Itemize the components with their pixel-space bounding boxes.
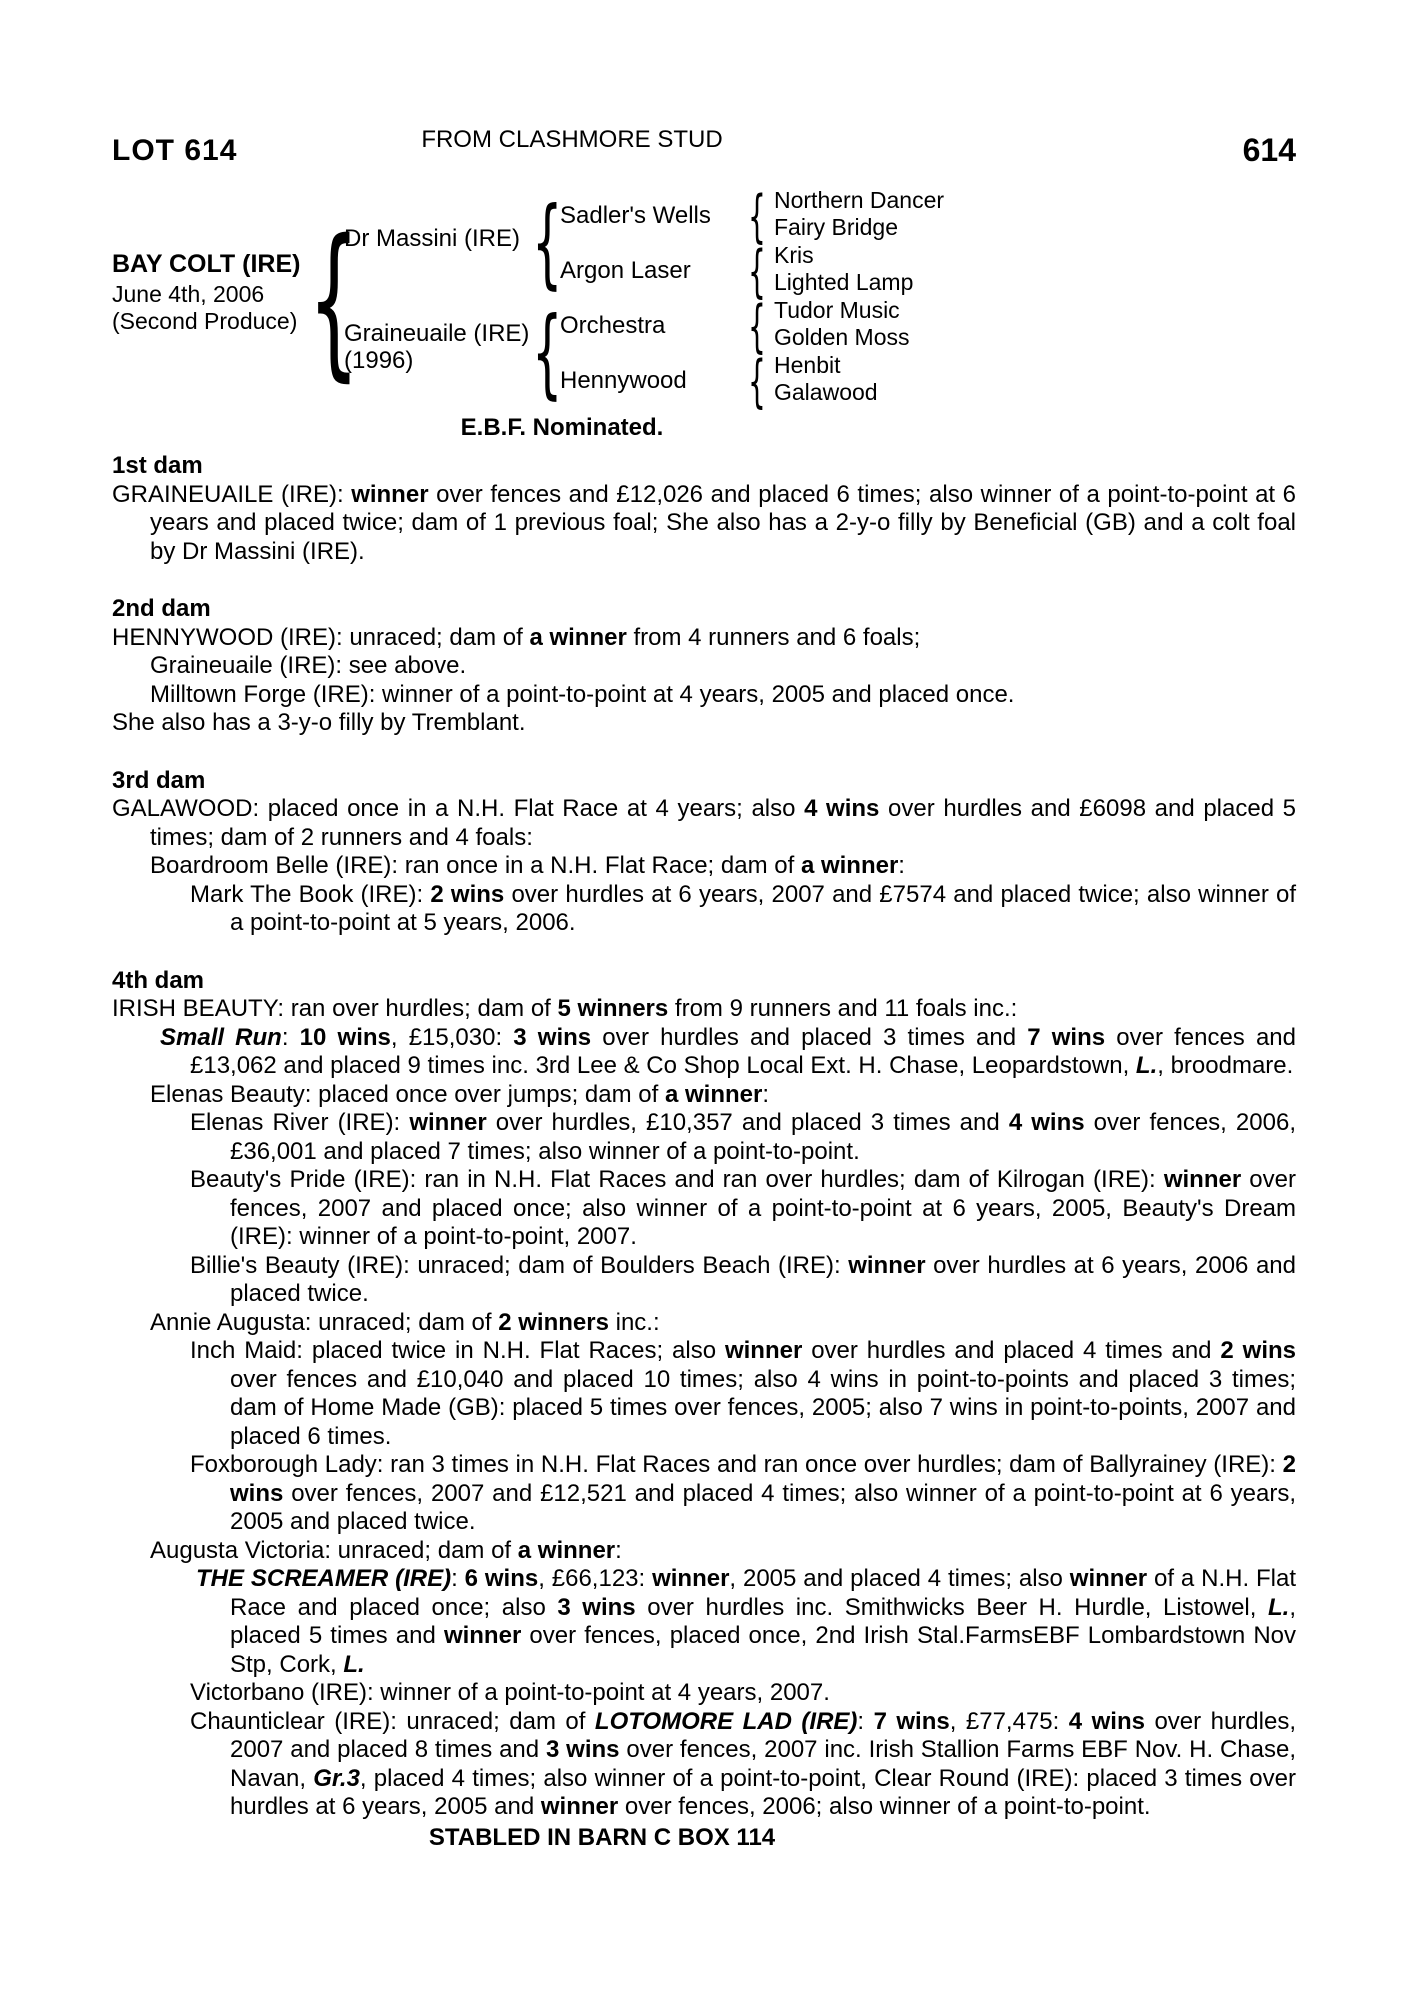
pedigree-paragraph <box>112 1024 1296 1081</box>
text-segment: GRAINEUAILE (IRE): <box>112 480 352 508</box>
text-segment: , £66,123: <box>538 1565 653 1592</box>
text-segment: Elenas Beauty: placed once over jumps; dam of <box>150 1080 665 1108</box>
dam-sections <box>112 452 1296 1852</box>
text-segment: 3 wins <box>513 1023 592 1051</box>
text-segment: Boardroom Belle (IRE): ran once in a N.H. Flat Race; dam of <box>150 852 801 879</box>
text-segment: 2 wins <box>230 1451 1296 1507</box>
text-segment: , placed 5 times and <box>230 1593 1296 1649</box>
text-segment: Annie Augusta: unraced; dam of <box>150 1308 499 1336</box>
text-segment: 2 winners <box>498 1308 609 1336</box>
pedigree-paragraph <box>112 1451 1296 1537</box>
text-segment: , broodmare. <box>1157 1052 1294 1079</box>
text-segment: L. <box>343 1650 365 1678</box>
grandsire-maternal: Orchestra <box>560 312 666 339</box>
text-segment: over hurdles and placed 4 times and <box>802 1337 1221 1364</box>
text-segment: 5 winners <box>557 995 669 1022</box>
text-segment: 6 wins <box>464 1565 539 1592</box>
text-segment: Small Run <box>160 1023 282 1051</box>
text-segment: , £15,030: <box>390 1023 514 1051</box>
text-segment: Inch Maid: placed twice in N.H. Flat Races; also <box>190 1337 725 1364</box>
text-segment: inc.: <box>608 1308 660 1336</box>
text-segment: L. <box>1268 1593 1290 1621</box>
text-segment: : <box>762 1080 769 1108</box>
text-segment: over fences, 2006, £36,001 and placed 7 times; also winner of a point-to-point. <box>230 1109 1296 1165</box>
text-segment: : <box>615 1536 622 1564</box>
text-segment: Billie's Beauty (IRE): unraced; dam of Boulders Beach (IRE): <box>190 1251 849 1279</box>
text-segment: She also has a 3-y-o filly by Tremblant. <box>112 709 526 736</box>
text-segment: over hurdles inc. Smithwicks Beer H. Hurdle, Listowel, <box>635 1593 1268 1621</box>
text-segment: over hurdles at 6 years, 2006 and placed twice. <box>230 1251 1296 1307</box>
text-segment: over fences, 2007 and £12,521 and placed 4 times; also winner of a point-to-point at 6 years, 2005 and placed twice. <box>230 1479 1296 1535</box>
text-segment: Augusta Victoria: unraced; dam of <box>150 1536 518 1564</box>
text-segment: of a N.H. Flat Race and placed once; also <box>230 1565 1297 1621</box>
text-segment: Foxborough Lady: ran 3 times in N.H. Flat Races and ran once over hurdles; dam of Ballyrainey (IRE): <box>190 1451 1283 1478</box>
text-segment: a winner <box>664 1080 763 1108</box>
text-segment: winner <box>848 1251 926 1279</box>
text-segment: a winner <box>800 852 899 879</box>
text-segment: winner <box>351 480 429 508</box>
text-segment: 7 wins <box>1027 1023 1106 1051</box>
granddam-maternal: Hennywood <box>560 367 687 394</box>
text-segment: 3 wins <box>545 1736 620 1763</box>
text-segment: Victorbano (IRE): winner of a point-to-point at 4 years, 2007. <box>190 1679 830 1706</box>
text-segment: , 2005 and placed 4 times; also <box>729 1565 1070 1592</box>
text-segment: over fences and £12,026 and placed 6 times; also winner of a point-to-point at 6 years and placed twice; dam of 1 previous foal; She also has a 2-y-o filly by Beneficial (GB) and a colt foal by Dr Massini (IRE). <box>150 480 1296 565</box>
ancestor-name: Golden Moss <box>774 324 910 350</box>
text-segment: over hurdles and £6098 and placed 5 times; dam of 2 runners and 4 foals: <box>150 795 1297 851</box>
text-segment: winner <box>1163 1166 1242 1193</box>
text-segment: , placed 4 times; also winner of a point-to-point, Clear Round (IRE): placed 3 times over hurdles at 6 years, 2005 and <box>230 1764 1296 1820</box>
text-segment: over fences and £13,062 and placed 9 times inc. 3rd Lee & Co Shop Local Ext. H. Chase, Leopardstown, <box>190 1023 1296 1079</box>
text-segment: : <box>451 1565 465 1592</box>
text-segment: over fences, 2007 and placed once; also winner of a point-to-point at 6 years, 2005, Beauty's Dream (IRE): winner of a point-to-point, 2007. <box>230 1166 1296 1250</box>
text-segment: GALAWOOD: placed once in a N.H. Flat Race at 4 years; also <box>112 795 805 822</box>
great-grandparent-pair <box>774 242 913 296</box>
dam-heading: 4th dam <box>112 966 205 994</box>
text-segment: a winner <box>529 623 627 651</box>
text-segment: from 4 runners and 6 foals; <box>626 623 921 651</box>
text-segment: over fences, 2006; also winner of a point-to-point. <box>618 1793 1151 1820</box>
text-segment: over hurdles at 6 years, 2007 and £7574 and placed twice; also winner of a point-to-point at 5 years, 2006. <box>230 880 1297 936</box>
text-segment: 2 wins <box>430 880 505 908</box>
text-segment: Chaunticlear (IRE): unraced; dam of <box>190 1707 595 1735</box>
text-segment: : <box>857 1707 874 1735</box>
text-segment: IRISH BEAUTY: ran over hurdles; dam of <box>112 995 558 1022</box>
dam-heading: 3rd dam <box>112 766 206 794</box>
pedigree-paragraph <box>112 1537 1296 1566</box>
pedigree-paragraph <box>112 681 1296 710</box>
pedigree-paragraph <box>112 709 1296 738</box>
ancestor-name: Galawood <box>774 379 878 405</box>
text-segment: from 9 runners and 11 foals inc.: <box>668 995 1018 1022</box>
lot-number-title: LOT 614 <box>112 134 238 167</box>
pedigree-paragraph <box>112 1565 1296 1679</box>
pedigree-paragraph <box>112 1166 1296 1252</box>
text-segment: over fences and £10,040 and placed 10 times; also 4 wins in point-to-points and placed 3 times; dam of Home Made (GB): placed 5 times over fences, 2005; also 7 wins in point-to-points, 2007 and placed 6 times. <box>230 1365 1296 1450</box>
text-segment: L. <box>1135 1052 1158 1079</box>
granddam-paternal: Argon Laser <box>560 257 691 284</box>
text-segment: HENNYWOOD (IRE): unraced; dam of <box>112 623 530 651</box>
text-segment: , £77,475: <box>949 1707 1069 1735</box>
consignor-line: FROM CLASHMORE STUD <box>421 126 723 153</box>
ancestor-name: Lighted Lamp <box>774 269 914 295</box>
subject-foaling-date: June 4th, 2006 <box>112 281 265 307</box>
text-segment: winner <box>443 1622 522 1649</box>
pedigree-paragraph <box>112 652 1296 681</box>
pedigree-paragraph <box>112 995 1296 1024</box>
pedigree-paragraph <box>112 1708 1296 1822</box>
pedigree-chart <box>112 150 1296 412</box>
text-segment: winner <box>1069 1565 1148 1592</box>
dam-name: Graineuaile (IRE) <box>344 320 530 347</box>
text-segment: Gr.3 <box>313 1764 360 1792</box>
pedigree-paragraph <box>112 1679 1296 1708</box>
ancestor-name: Fairy Bridge <box>774 214 898 240</box>
text-segment: Elenas River (IRE): <box>190 1109 410 1136</box>
sire-name: Dr Massini (IRE) <box>344 225 521 252</box>
pedigree-paragraph <box>112 852 1296 881</box>
pedigree-paragraph <box>112 1337 1296 1451</box>
pedigree-paragraph <box>112 1081 1296 1110</box>
dam-heading: 2nd dam <box>112 595 211 622</box>
text-segment: LOTOMORE LAD (IRE) <box>594 1707 858 1735</box>
text-segment: 3 wins <box>557 1593 636 1621</box>
great-grandparent-pair <box>774 352 878 406</box>
great-grandparent-pair <box>774 187 944 241</box>
dam-heading: 1st dam <box>112 452 203 479</box>
pedigree-paragraph <box>112 624 1296 653</box>
text-segment: Graineuaile (IRE): see above. <box>150 652 467 679</box>
text-segment: over hurdles, £10,357 and placed 3 times and <box>486 1109 1009 1136</box>
pedigree-paragraph <box>112 481 1296 567</box>
ancestor-name: Kris <box>774 242 814 268</box>
text-segment: over hurdles and placed 3 times and <box>591 1023 1028 1051</box>
text-segment: 7 wins <box>873 1707 950 1735</box>
great-grandparent-pair <box>774 297 910 351</box>
pedigree-paragraph <box>112 795 1296 852</box>
text-segment: winner <box>409 1109 487 1136</box>
text-segment: 4 wins <box>804 795 880 822</box>
page-number: 614 <box>1242 132 1296 168</box>
dam-year: (1996) <box>344 347 414 374</box>
pedigree-brace-main <box>308 222 342 378</box>
text-segment: over fences, 2007 inc. Irish Stallion Farms EBF Nov. H. Chase, Navan, <box>230 1736 1297 1792</box>
stabling-location: STABLED IN BARN C BOX 114 <box>428 1823 776 1851</box>
text-segment: over fences, placed once, 2nd Irish Stal.FarmsEBF Lombardstown Nov Stp, Cork, <box>230 1622 1297 1678</box>
text-segment: Mark The Book (IRE): <box>190 880 431 908</box>
pedigree-paragraph <box>112 881 1296 938</box>
subject-produce-note: (Second Produce) <box>112 308 298 334</box>
text-segment: 10 wins <box>299 1023 391 1051</box>
text-segment: THE SCREAMER (IRE) <box>196 1565 452 1592</box>
text-segment: a winner <box>517 1536 616 1564</box>
text-segment: Beauty's Pride (IRE): ran in N.H. Flat Races and ran over hurdles; dam of Kilrogan (IRE): <box>190 1166 1164 1193</box>
grandsire-paternal: Sadler's Wells <box>560 202 711 229</box>
pedigree-paragraph <box>112 1252 1296 1309</box>
pedigree-paragraph <box>112 1109 1296 1166</box>
text-segment: winner <box>652 1565 730 1592</box>
text-segment: winner <box>540 1793 619 1820</box>
text-segment: 2 wins <box>1220 1337 1297 1364</box>
text-segment: winner <box>724 1337 803 1364</box>
ancestor-name: Tudor Music <box>774 297 900 323</box>
pedigree-paragraph <box>112 1309 1296 1338</box>
text-segment: 4 wins <box>1068 1707 1145 1735</box>
ancestor-name: Henbit <box>774 352 841 378</box>
text-segment: : <box>898 852 905 879</box>
text-segment: : <box>281 1023 300 1051</box>
ebf-nominated-note: E.B.F. Nominated. <box>460 414 664 441</box>
text-segment: over hurdles, 2007 and placed 8 times and <box>230 1707 1296 1763</box>
text-segment: Milltown Forge (IRE): winner of a point-to-point at 4 years, 2005 and placed once. <box>150 680 1015 708</box>
ancestor-name: Northern Dancer <box>774 187 945 213</box>
text-segment: 4 wins <box>1008 1109 1085 1136</box>
subject-name: BAY COLT (IRE) <box>112 250 301 278</box>
